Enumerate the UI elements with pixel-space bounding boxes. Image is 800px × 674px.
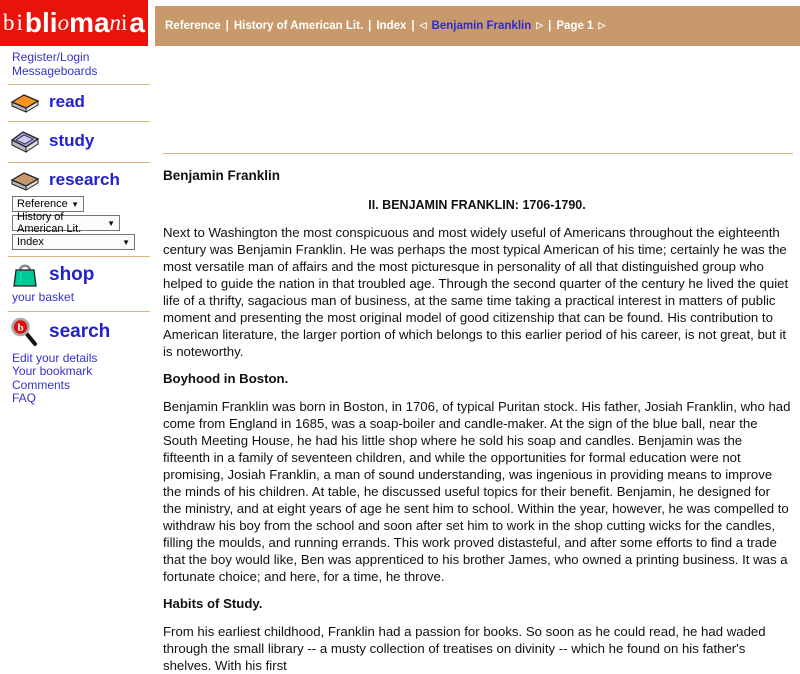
logo-text: bi bbox=[3, 10, 25, 35]
sidebar-divider bbox=[8, 162, 150, 163]
section-heading-boyhood: Boyhood in Boston. bbox=[163, 371, 289, 386]
section-heading-habits: Habits of Study. bbox=[163, 596, 263, 611]
messageboards-link[interactable]: Messageboards bbox=[12, 63, 98, 78]
page-title: Benjamin Franklin bbox=[163, 168, 281, 183]
sidebar-divider bbox=[8, 256, 150, 257]
register-login-link[interactable]: Register/Login bbox=[12, 50, 90, 64]
sidebar-divider bbox=[8, 84, 150, 85]
sidebar bbox=[0, 48, 158, 406]
breadcrumb-separator: | bbox=[411, 20, 415, 32]
prev-chapter-arrow-icon[interactable]: ◁ bbox=[419, 19, 427, 30]
breadcrumb-reference[interactable]: Reference bbox=[165, 20, 221, 32]
content-divider bbox=[163, 153, 793, 154]
sidebar-item-label: read bbox=[49, 92, 85, 111]
breadcrumb-separator: | bbox=[548, 20, 552, 32]
reference-select[interactable] bbox=[12, 196, 84, 212]
chevron-down-icon: ▼ bbox=[122, 237, 130, 247]
logo-text: i bbox=[121, 10, 130, 35]
sidebar-item-study[interactable] bbox=[10, 126, 158, 156]
logo-text: bli bbox=[24, 7, 58, 38]
chapter-heading: II. BENJAMIN FRANKLIN: 1706-1790. bbox=[368, 198, 586, 212]
select-value: Index bbox=[17, 236, 44, 248]
logo-text: ma bbox=[69, 7, 110, 38]
breadcrumb-separator: | bbox=[225, 20, 229, 32]
next-page-arrow-icon[interactable]: ▷ bbox=[598, 19, 606, 30]
habits-paragraph: From his earliest childhood, Franklin had a passion for books. So soon as he could read, he had waded through the small library -- a musty collection of treatises on divinity -- which he found on his father's shelves. With his first bbox=[163, 624, 766, 673]
breadcrumb-current-title[interactable]: Benjamin Franklin bbox=[431, 20, 532, 32]
sidebar-item-read[interactable] bbox=[10, 89, 158, 115]
bibliomania-logo[interactable] bbox=[0, 0, 148, 46]
breadcrumb-bar bbox=[155, 6, 800, 46]
sidebar-item-label: research bbox=[49, 170, 120, 189]
sidebar-item-label: search bbox=[49, 320, 111, 342]
search-icon bbox=[10, 317, 40, 347]
next-chapter-arrow-icon[interactable]: ▷ bbox=[536, 19, 544, 30]
svg-text:b: b bbox=[17, 321, 24, 334]
your-bookmark-link[interactable]: Your bookmark bbox=[12, 364, 93, 378]
faq-link[interactable]: FAQ bbox=[12, 391, 37, 405]
sidebar-item-label: shop bbox=[49, 263, 95, 285]
boyhood-paragraph: Benjamin Franklin was born in Boston, in 1706, of typical Puritan stock. His father, Josiah Franklin, who had come from England in 1685, was a soap-boiler and candle-maker. At the sign of the blue ball, near the South Meeting House, he had his little shop where he sold his soap and candles. Benjamin was the fifteenth in a family of seventeen children, and while the opportunities for formal education were not promising, Josiah Franklin, a man of sound understanding, was ingenious in providing means to improve the minds of his children. At table, he discussed useful topics for their benefit. Benjamin, he designed for the ministry, and at eight years of age he sent him to school. Within the year, however, he was compelled to withdraw his boy from the school and soon after set him to work in the shop cutting wicks for the candles, filling the moulds, and running errands. This work proved distasteful, and after some efforts to find a trade that the boy would like, Ben was apprenticed to his brother James, who owned a printing business. It was a fortunate choice; and here, for a time, he throve. bbox=[163, 399, 791, 584]
intro-paragraph: Next to Washington the most conspicuous and most widely useful of Americans throughout the eighteenth century was Benjamin Franklin. He was perhaps the most typical American of his time; certainly he was the most versatile man of affairs and the most picturesque in personality of all that distinguished group who helped to guide the nation in that troubled age. Through the second quarter of the century he lived the quiet life of a thrifty, sagacious man of business, at the same time taking a practical interest in matters of public moment and presenting the most original model of good citizenship that can be found. His contribution to American literature, the larger portion of which belongs to this earlier period of his career, is not great, but it is noteworthy. bbox=[163, 225, 789, 359]
sidebar-divider bbox=[8, 121, 150, 122]
sidebar-item-shop[interactable] bbox=[10, 261, 158, 288]
sidebar-item-label: study bbox=[49, 131, 95, 150]
select-value: History of American Lit. bbox=[17, 211, 82, 235]
sidebar-divider bbox=[8, 311, 150, 312]
read-books-icon bbox=[10, 91, 40, 114]
chevron-down-icon: ▼ bbox=[71, 199, 79, 209]
sidebar-item-research[interactable] bbox=[10, 167, 158, 193]
select-value: Reference bbox=[17, 198, 68, 210]
breadcrumb-category[interactable]: History of American Lit. bbox=[233, 20, 364, 32]
research-books-icon bbox=[10, 169, 40, 192]
breadcrumb-page: Page 1 bbox=[556, 20, 594, 32]
logo-text: a bbox=[129, 7, 145, 38]
study-books-icon bbox=[10, 128, 40, 154]
category-select[interactable] bbox=[12, 211, 120, 235]
comments-link[interactable]: Comments bbox=[12, 377, 71, 392]
logo-text: n bbox=[109, 10, 122, 35]
breadcrumb-index[interactable]: Index bbox=[376, 20, 407, 32]
chevron-down-icon: ▼ bbox=[107, 218, 115, 228]
logo-text: o bbox=[57, 10, 70, 35]
sidebar-item-search[interactable] bbox=[10, 316, 158, 348]
edit-your-details-link[interactable]: Edit your details bbox=[12, 350, 98, 365]
shopping-bag-icon bbox=[10, 262, 40, 288]
your-basket-link[interactable]: your basket bbox=[12, 290, 75, 304]
index-select[interactable] bbox=[12, 234, 135, 250]
main-content bbox=[163, 153, 791, 674]
breadcrumb-separator: | bbox=[368, 20, 372, 32]
